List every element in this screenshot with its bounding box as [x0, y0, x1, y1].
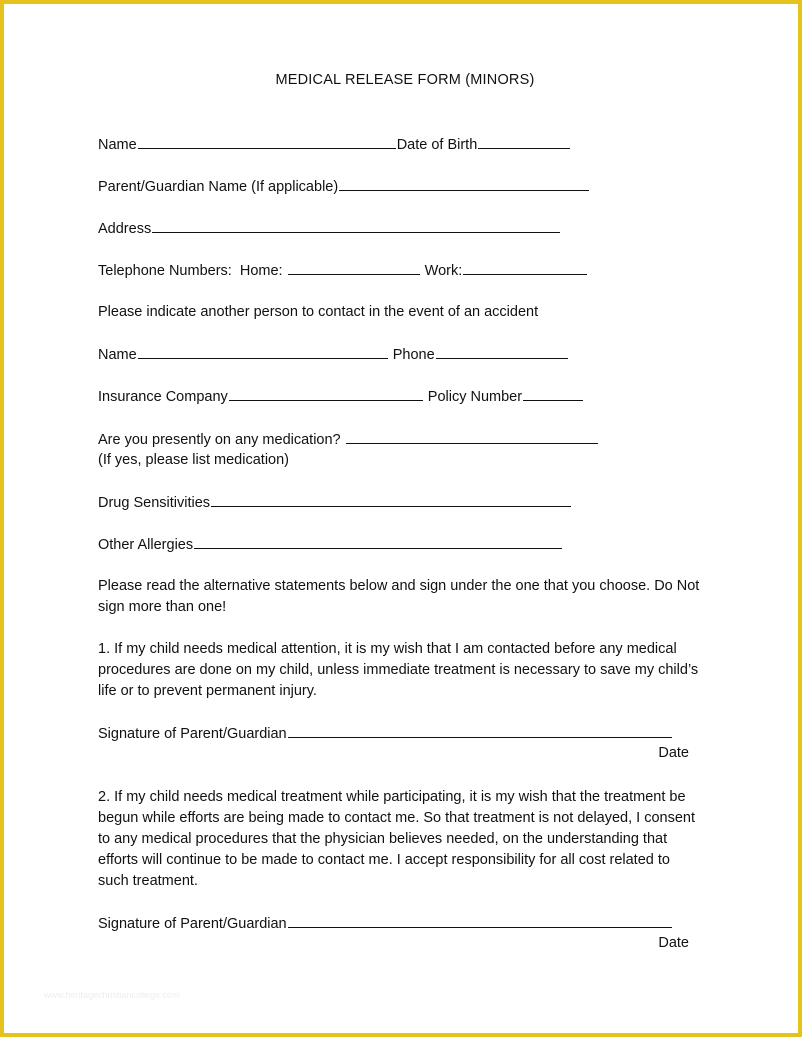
insurance-row: [98, 386, 584, 408]
signature-row-2: [98, 913, 673, 935]
dob-label: Date of Birth: [396, 137, 478, 153]
contact-prompt: Please indicate another person to contact in the event of an accident: [98, 304, 539, 320]
medication-label: Are you presently on any medication?: [98, 432, 341, 448]
drug-label: Drug Sensitivities: [98, 495, 211, 511]
work-phone-field[interactable]: [463, 260, 587, 275]
statement-2: 2. If my child needs medical treatment while participating, it is my wish that the treatment be begun while efforts are being made to contact me. So that treatment is not delayed, I consent to any medical procedures that the physician believes needed, on the understanding that efforts will continue to be made to contact me. I accept responsibility for all cost related to such treatment.: [98, 789, 696, 889]
phone-label: Phone: [392, 347, 435, 363]
drug-row: [98, 492, 572, 514]
policy-field[interactable]: [523, 386, 583, 401]
policy-label: Policy Number: [427, 389, 523, 405]
signature-row-1: [98, 723, 673, 745]
signature-field-1[interactable]: [288, 723, 672, 738]
instructions: Please read the alternative statements below and sign under the one that you choose. Do Not sign more than one!: [98, 578, 700, 615]
contact-name-field[interactable]: [138, 344, 388, 359]
date-label-1: Date: [658, 745, 689, 761]
insurance-field[interactable]: [229, 386, 423, 401]
name-row: [98, 134, 571, 156]
contact-phone-field[interactable]: [436, 344, 568, 359]
signature-label-1: Signature of Parent/Guardian: [98, 726, 287, 742]
guardian-label: Parent/Guardian Name (If applicable): [98, 179, 339, 195]
allergies-field[interactable]: [194, 534, 562, 549]
allergies-row: [98, 534, 563, 556]
date-label-2: Date: [658, 935, 689, 951]
telephone-row: [98, 260, 588, 282]
work-label: Work:: [424, 263, 463, 279]
contact-row: [98, 344, 569, 366]
telephone-label: Telephone Numbers: Home:: [98, 263, 283, 279]
medication-field[interactable]: [346, 429, 598, 444]
home-phone-field[interactable]: [288, 260, 420, 275]
allergies-label: Other Allergies: [98, 537, 194, 553]
drug-field[interactable]: [211, 492, 571, 507]
name-field[interactable]: [138, 134, 396, 149]
contact-name-label: Name: [98, 347, 137, 363]
medication-row: [98, 429, 599, 451]
guardian-row: [98, 176, 590, 198]
guardian-field[interactable]: [339, 176, 589, 191]
name-label: Name: [98, 137, 137, 153]
watermark-text: www.heritagechristiancollege.com: [44, 990, 180, 1000]
address-row: [98, 218, 561, 240]
statement-1: 1. If my child needs medical attention, it is my wish that I am contacted before any medical procedures are done on my child, unless immediate treatment is necessary to save my child’s life or to prevent permanent injury.: [98, 641, 699, 699]
insurance-label: Insurance Company: [98, 389, 228, 405]
signature-field-2[interactable]: [288, 913, 672, 928]
dob-field[interactable]: [478, 134, 570, 149]
address-field[interactable]: [152, 218, 560, 233]
form-title: MEDICAL RELEASE FORM (MINORS): [275, 72, 535, 88]
address-label: Address: [98, 221, 152, 237]
medication-note: (If yes, please list medication): [98, 452, 289, 468]
signature-label-2: Signature of Parent/Guardian: [98, 916, 287, 932]
